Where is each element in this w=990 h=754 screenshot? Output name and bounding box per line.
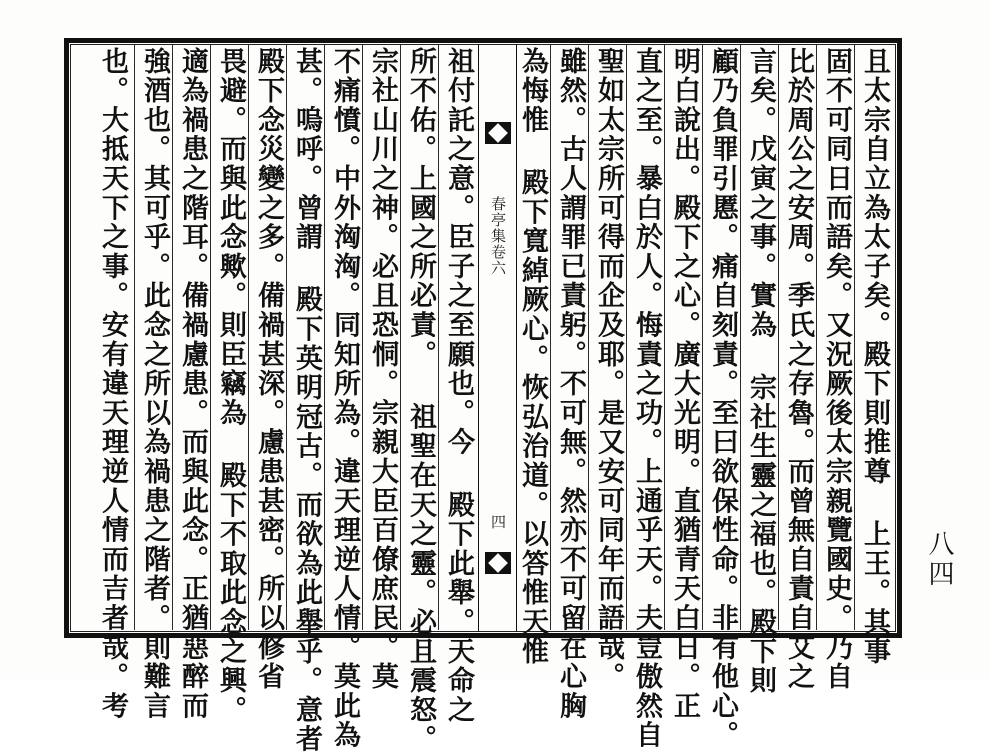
column-text: 強酒也。其可乎。此念之所以為禍患之階者。則難言 — [139, 47, 170, 721]
fold-line — [516, 44, 517, 632]
column-rule — [362, 45, 363, 630]
column-rule — [588, 45, 589, 630]
center-fold — [478, 44, 518, 632]
text-column — [96, 47, 128, 721]
text-column — [366, 47, 398, 692]
column-text: 比於周公之安周。季氏之存魯。而曾無自責自艾之 — [783, 47, 814, 692]
fold-leaf-number: 四 — [489, 514, 507, 529]
column-text: 雖然。古人謂罪已責躬。不可無。然亦不可留在心胸 — [555, 47, 586, 721]
column-text: 畏避。而與此念歟。則臣竊為 殿下不取此念之興。 — [215, 47, 246, 725]
column-text: 聖如太宗所可得而企及耶。是又安可同年而語哉。 — [593, 47, 624, 692]
column-rule — [210, 45, 211, 630]
text-column — [744, 47, 776, 696]
column-rule — [778, 45, 779, 630]
column-rule — [134, 45, 135, 630]
column-text: 適為禍患之階耳。備禍慮患。而與此念。正猶惡醉而 — [177, 47, 208, 721]
column-rule — [854, 45, 855, 630]
column-text: 殿下念災變之多。備禍甚深。慮患甚密。所以修省 — [253, 47, 284, 692]
column-text: 所不佑。上國之所必責。 祖聖在天之靈。必且震怒。 — [405, 47, 436, 754]
text-column — [592, 47, 624, 692]
text-column — [668, 47, 700, 721]
text-column — [290, 47, 322, 754]
column-rule — [702, 45, 703, 630]
fold-book-title: 春亭集卷六 — [489, 196, 507, 276]
text-column — [706, 47, 738, 751]
column-text: 且太宗自立為太子矣。殿下則推尊 上王。其事 — [859, 47, 890, 667]
column-rule — [400, 45, 401, 630]
column-rule — [438, 45, 439, 630]
fold-line — [478, 44, 479, 632]
column-rule — [664, 45, 665, 630]
column-rule — [740, 45, 741, 630]
column-text: 固不可同日而語矣。又況厥後太宗親覽國史。乃自 — [821, 47, 852, 692]
column-rule — [550, 45, 551, 630]
text-column — [630, 47, 662, 751]
text-column — [554, 47, 586, 721]
column-rule — [816, 45, 817, 630]
column-text: 為悔惟 殿下寬綽厥心。恢弘治道。以答惟天惟 — [517, 47, 548, 667]
column-rule — [172, 45, 173, 630]
column-text: 顧乃負罪引慝。痛自刻責。至曰欲保性命。非有他心。 — [707, 47, 738, 751]
text-column — [138, 47, 170, 721]
column-text: 也。大抵天下之事。安有違天理逆人情而吉者哉。考 — [97, 47, 128, 721]
column-text: 明白說出。殿下之心。廣大光明。直猶青天白日。正 — [669, 47, 700, 721]
text-column — [176, 47, 208, 721]
text-column — [782, 47, 814, 692]
text-column — [820, 47, 852, 692]
text-column — [404, 47, 436, 754]
column-text: 宗社山川之神。必且恐恫。宗親大臣百僚庶民。莫 — [367, 47, 398, 692]
text-column — [214, 47, 246, 725]
column-text: 祖付託之意。臣子之至願也。今 殿下此舉。天命之 — [443, 47, 474, 725]
upper-fishtail-mark — [485, 122, 511, 144]
lower-fishtail-mark — [485, 552, 511, 574]
column-rule — [626, 45, 627, 630]
text-column — [858, 47, 890, 667]
column-rule — [286, 45, 287, 630]
text-column — [252, 47, 284, 692]
column-text: 甚。嗚呼。曾謂 殿下英明冠古。而欲為此舉乎。意者 — [291, 47, 322, 754]
page-number: 八四 — [924, 530, 954, 590]
column-text: 直之至。暴白於人。悔責之功。上通乎天。夫豈傲然自 — [631, 47, 662, 751]
column-rule — [324, 45, 325, 630]
text-column — [516, 47, 548, 667]
column-rule — [248, 45, 249, 630]
column-text: 不痛憤。中外洶洶。同知所為。違天理逆人情。莫此為 — [329, 47, 360, 751]
text-column — [442, 47, 474, 725]
text-column — [328, 47, 360, 751]
column-text: 言矣。戊寅之事。實為 宗社生靈之福也。殿下則 — [745, 47, 776, 696]
